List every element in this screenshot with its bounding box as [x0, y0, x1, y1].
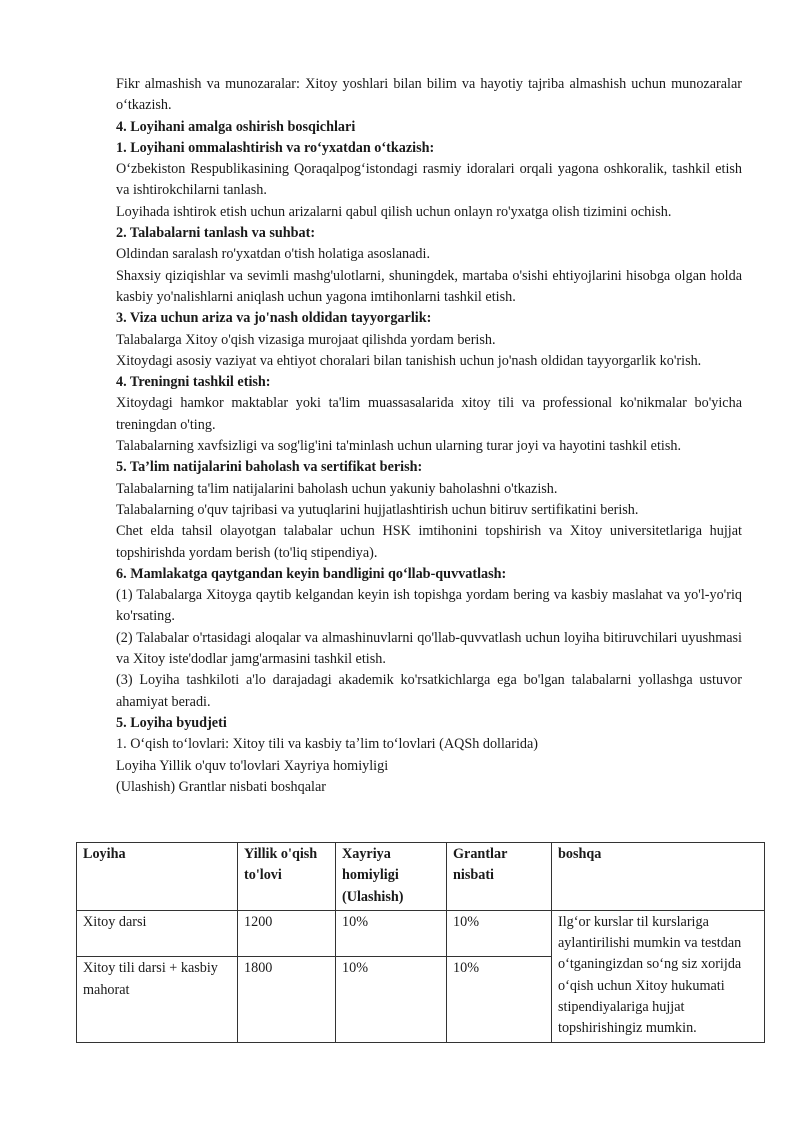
paragraph: Oldindan saralash ro'yxatdan o'tish holatiga asoslanadi. [116, 246, 431, 263]
section-heading: 6. Mamlakatga qaytgandan keyin bandligini qoʻllab-quvvatlash: [116, 565, 507, 582]
paragraph: Loyihada ishtirok etish uchun arizalarni qabul qilish uchun onlayn ro'yxatga olish tizimini ochish. [116, 203, 672, 220]
paragraph: Xitoydagi asosiy vaziyat va ehtiyot choralari bilan tanishish uchun jo'nash oldidan tayyorgarlik ko'rish. [116, 352, 702, 369]
paragraph: (2) Talabalar o'rtasidagi aloqalar va almashinuvlarni qo'llab-quvvatlash uchun loyiha bitiruvchilari uyushmasi va Xitoy iste'dodlar jamg'armasini tashkil etish. [116, 629, 742, 668]
cell-other-note: Ilgʻor kurslar til kurslariga aylantirilishi mumkin va testdan oʻtganingizdan soʻng siz xorijda oʻqish uchun Xitoy hukumati stipendiyalariga hujjat topshirishingiz mumkin. [552, 910, 765, 1042]
table-row [77, 910, 765, 956]
cell-project: Xitoy tili darsi + kasbiy mahorat [77, 957, 238, 1042]
section-heading: 4. Treningni tashkil etish: [116, 374, 271, 391]
paragraph: Shaxsiy qiziqishlar va sevimli mashg'ulotlarni, shuningdek, martaba o'sishi ehtiyojlarini hisobga olgan holda kasbiy yo'nalishlarni aniqlash uchun yagona imtihonlarni tashkil etish. [116, 267, 742, 305]
cell-grant-ratio: 10% [447, 910, 552, 956]
section-heading: 4. Loyihani amalga oshirish bosqichlari [116, 118, 356, 135]
paragraph: Talabalarning ta'lim natijalarini baholash uchun yakuniy baholashni o'tkazish. [116, 480, 558, 497]
paragraph: Talabalarga Xitoy o'qish vizasiga murojaat qilishda yordam berish. [116, 331, 496, 348]
paragraph: Loyiha Yillik o'quv to'lovlari Xayriya homiyligi [116, 757, 389, 774]
table-header-row [77, 843, 765, 911]
cell-annual-fee: 1200 [238, 910, 336, 956]
cell-project: Xitoy darsi [77, 910, 238, 956]
paragraph: Oʻzbekiston Respublikasining Qoraqalpogʻistondagi rasmiy idoralari orqali yagona oshkoralik, tashkil etish va ishtirokchilarni tanlash. [116, 161, 742, 199]
budget-table [76, 842, 765, 1043]
paragraph: (3) Loyiha tashkiloti a'lo darajadagi akademik ko'rsatkichlarga ega bo'lgan talabalarni yollashga ustuvor ahamiyat beradi. [116, 672, 742, 710]
paragraph: (Ulashish) Grantlar nisbati boshqalar [116, 778, 326, 795]
paragraph: Fikr almashish va munozaralar: Xitoy yoshlari bilan bilim va hayotiy tajriba almashish uchun munozaralar oʻtkazish. [116, 76, 742, 114]
cell-sponsorship: 10% [336, 910, 447, 956]
cell-annual-fee: 1800 [238, 957, 336, 1042]
header-sponsorship: Xayriya homiyligi (Ulashish) [336, 843, 447, 911]
paragraph: 1. Oʻqish toʻlovlari: Xitoy tili va kasbiy taʼlim toʻlovlari (AQSh dollarida) [116, 736, 539, 753]
section-heading: 5. Loyiha byudjeti [116, 714, 227, 731]
section-heading: 3. Viza uchun ariza va jo'nash oldidan tayyorgarlik: [116, 310, 432, 327]
paragraph: (1) Talabalarga Xitoyga qaytib kelgandan keyin ish topishga yordam bering va kasbiy maslahat va yo'l-yo'riq ko'rsating. [116, 587, 742, 625]
header-grant-ratio: Grantlar nisbati [447, 843, 552, 911]
paragraph: Xitoydagi hamkor maktablar yoki ta'lim muassasalarida xitoy tili va professional ko'nikmalar bo'yicha treningdan o'ting. [116, 395, 742, 433]
section-heading: 1. Loyihani ommalashtirish va roʻyxatdan oʻtkazish: [116, 139, 435, 156]
paragraph: Talabalarning xavfsizligi va sog'lig'ini ta'minlash uchun ularning turar joyi va hayotini tashkil etish. [116, 438, 681, 455]
document-body [116, 74, 742, 798]
header-project: Loyiha [77, 843, 238, 911]
cell-grant-ratio: 10% [447, 957, 552, 1042]
section-heading: 5. Ta’lim natijalarini baholash va sertifikat berish: [116, 459, 423, 476]
header-other: boshqa [552, 843, 765, 911]
cell-sponsorship: 10% [336, 957, 447, 1042]
paragraph: Chet elda tahsil olayotgan talabalar uchun HSK imtihonini topshirish va Xitoy universitetlariga hujjat topshirishda yordam berish (to'liq stipendiya). [116, 523, 742, 561]
paragraph: Talabalarning o'quv tajribasi va yutuqlarini hujjatlashtirish uchun bitiruv sertifikatini berish. [116, 501, 639, 518]
section-heading: 2. Talabalarni tanlash va suhbat: [116, 225, 316, 242]
header-annual-fee: Yillik o'qish to'lovi [238, 843, 336, 911]
